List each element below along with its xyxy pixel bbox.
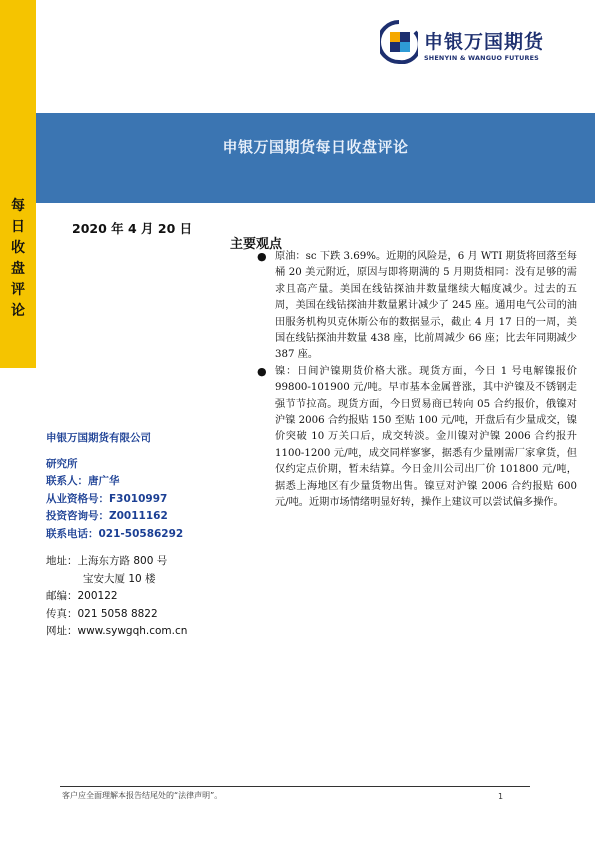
vertical-title-char: 评 — [11, 282, 25, 298]
report-date: 2020 年 4 月 20 日 — [72, 221, 193, 236]
vertical-title-char: 盘 — [11, 261, 25, 277]
logo-mark-icon — [380, 20, 418, 64]
company-name: 申银万国期货有限公司 — [46, 432, 151, 444]
license-number: 从业资格号：F3010997 — [46, 492, 168, 505]
department: 研究所 — [46, 457, 78, 470]
vertical-title — [0, 196, 36, 322]
vertical-title-char: 论 — [11, 303, 25, 319]
list-item — [257, 364, 577, 512]
footer-divider — [60, 786, 530, 787]
report-title: 申银万国期货每日收盘评论 — [222, 138, 409, 156]
logo-english-text: SHENYIN & WANGUO FUTURES — [424, 54, 539, 62]
contact-phone: 联系电话：021-50586292 — [46, 527, 184, 540]
footer-disclaimer: 客户应全面理解本报告结尾处的“法律声明”。 — [62, 791, 223, 800]
list-item — [257, 249, 577, 364]
vertical-title-char: 收 — [11, 240, 25, 256]
title-banner — [36, 113, 595, 203]
point-text: 原油：sc 下跌 3.69%。近期的风险是，6 月 WTI 期货将回落至每桶 20 美元附近，原因与即将期满的 5 月期货相同：没有足够的需求且高产量。美国在线钻探油井数量继续大幅度减少。过去的五周，美国在线钻探油井数量累计减少了 245 座。通用电气公司的油田服务机构贝克休斯公布的数据显示，截止 4 月 17 日的一周，美国在线钻探油井数量 438 座，比前周减少 66 座；比去年同期减少 387 座。 — [275, 251, 577, 361]
key-points — [257, 249, 577, 512]
bullet-icon: ● — [257, 364, 267, 378]
bullet-icon: ● — [257, 250, 267, 263]
contact-person: 联系人：唐广华 — [46, 475, 120, 487]
vertical-title-char: 日 — [11, 219, 25, 235]
company-info — [46, 430, 187, 641]
top-accent-bar — [0, 0, 36, 113]
company-logo — [380, 20, 570, 64]
address-line-2: 宝安大厦 10 楼 — [83, 572, 156, 585]
website-link[interactable]: 网址：www.sywgqh.com.cn — [46, 625, 188, 637]
page-number: 1 — [498, 792, 504, 801]
point-text: 镍：日间沪镍期货价格大涨。现货方面，今日 1 号电解镍报价 99800-101900 元/吨。早市基本金属普涨，其中沪镍及不锈钢走强节节拉高。现货方面，今日贸易商已转向 05 合约报价，俄镍对沪镍 2006 合约报贴 150 至贴 100 元/吨，开盘后有少量成交，镍价突破 10 万关口后，成交转淡。金川镍对沪镍 2006 合约报升 1100-1200 元/吨，成交同样寥寥，据悉有少量刚需厂家拿货，但仅约定点价期，暂未结算。今日金川公司出厂价 101800 元/吨，据悉上海地区有少量货物出售。镍豆对沪镍 2006 合约报贴 600 元/吨。近期市场情绪明显好转，操作上建议可以尝试偏多操作。 — [275, 365, 577, 509]
section-heading: 主要观点 — [230, 237, 283, 252]
advisor-number: 投资咨询号：Z0011162 — [46, 510, 168, 522]
address: 地址：上海东方路 800 号 — [46, 555, 168, 567]
fax: 传真：021 5058 8822 — [46, 607, 158, 620]
logo-chinese-text: 申银万国期货 — [424, 31, 545, 53]
postcode: 邮编：200122 — [46, 590, 118, 602]
vertical-title-char: 每 — [11, 198, 25, 214]
